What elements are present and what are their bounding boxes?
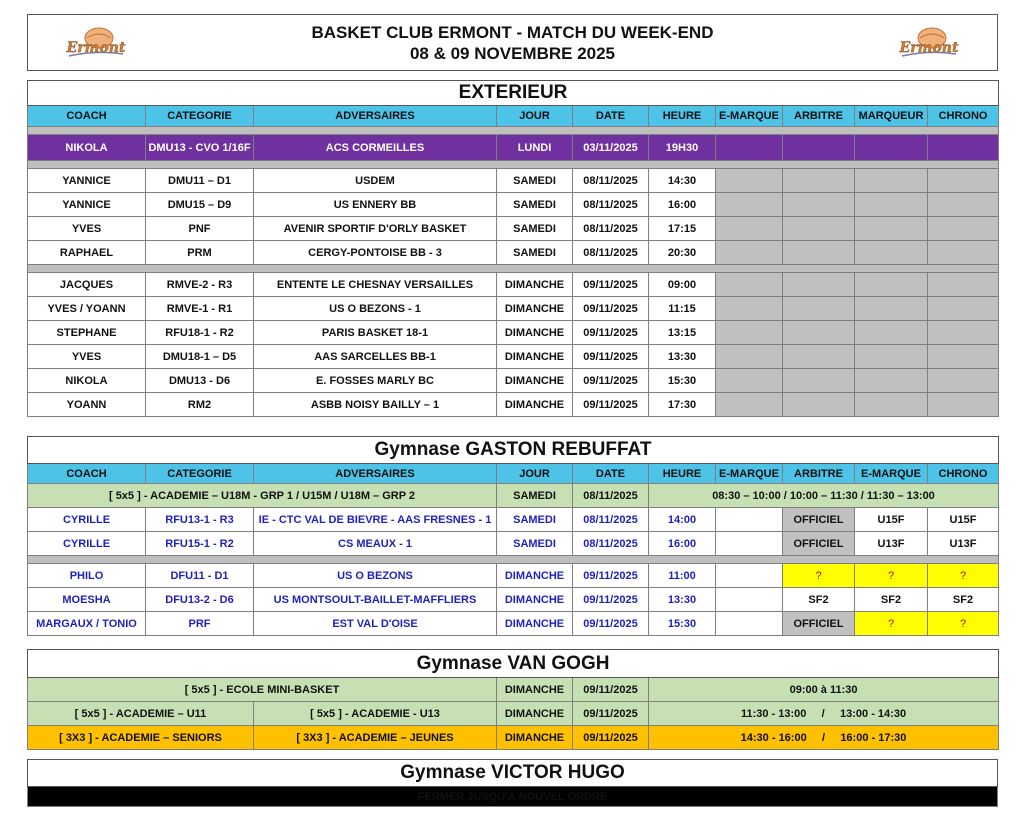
jour-cell: SAMEDI [497, 532, 573, 556]
date-cell: 09/11/2025 [573, 321, 649, 345]
adversaire-cell: US ENNERY BB [254, 193, 497, 217]
table-row [28, 321, 999, 345]
jour-cell: SAMEDI [497, 241, 573, 265]
jour-cell: DIMANCHE [497, 612, 573, 636]
emarque-cell [716, 369, 783, 393]
chrono-cell [928, 273, 999, 297]
adversaire-cell: CERGY-PONTOISE BB - 3 [254, 241, 497, 265]
col-jour: JOUR [497, 464, 573, 484]
table-row [28, 702, 999, 726]
separator-row [28, 161, 999, 169]
table-row [28, 273, 999, 297]
chrono-cell: SF2 [928, 588, 999, 612]
adversaire-cell: ACS CORMEILLES [254, 135, 497, 161]
col-coach: COACH [28, 464, 146, 484]
heure-cell: 14:30 [649, 169, 716, 193]
categorie-cell: DMU13 - CVO 1/16F [146, 135, 254, 161]
chrono-cell: U13F [928, 532, 999, 556]
coach-cell: PHILO [28, 564, 146, 588]
coach-cell: YOANN [28, 393, 146, 417]
heure-cell: 14:00 [649, 508, 716, 532]
activity-label: [ 5x5 ] - ECOLE MINI-BASKET [28, 678, 497, 702]
adversaire-cell: PARIS BASKET 18-1 [254, 321, 497, 345]
adversaire-cell: AVENIR SPORTIF D'ORLY BASKET [254, 217, 497, 241]
table-row [28, 508, 999, 532]
coach-cell: YANNICE [28, 169, 146, 193]
adversaire-cell: CS MEAUX - 1 [254, 532, 497, 556]
emarque-cell [716, 217, 783, 241]
date-cell: 09/11/2025 [573, 369, 649, 393]
arbitre-cell: OFFICIEL [783, 532, 855, 556]
marqueur-cell [855, 193, 928, 217]
marqueur-cell [855, 169, 928, 193]
marqueur-cell [855, 321, 928, 345]
jour-cell: DIMANCHE [497, 297, 573, 321]
col-heure: HEURE [649, 464, 716, 484]
arbitre-cell: OFFICIEL [783, 612, 855, 636]
emarque-cell [716, 532, 783, 556]
table-row [28, 369, 999, 393]
adversaire-cell: IE - CTC VAL DE BIEVRE - AAS FRESNES - 1 [254, 508, 497, 532]
chrono-cell [928, 135, 999, 161]
coach-cell: NIKOLA [28, 135, 146, 161]
coach-cell: CYRILLE [28, 508, 146, 532]
chrono-cell [928, 297, 999, 321]
table-row [28, 564, 999, 588]
heure-cell: 16:00 [649, 532, 716, 556]
col-adversaires: ADVERSAIRES [254, 464, 497, 484]
table-row [28, 726, 999, 750]
section-title-vangogh: Gymnase VAN GOGH [28, 650, 999, 678]
heure-cell: 13:30 [649, 345, 716, 369]
date-cell: 09/11/2025 [573, 297, 649, 321]
emarque-cell [716, 345, 783, 369]
section-title-rebuffat: Gymnase GASTON REBUFFAT [28, 437, 999, 464]
col-arbitre: ARBITRE [783, 464, 855, 484]
adversaire-cell: ASBB NOISY BAILLY – 1 [254, 393, 497, 417]
arbitre-cell [783, 345, 855, 369]
col-coach: COACH [28, 106, 146, 127]
coach-cell: NIKOLA [28, 369, 146, 393]
arbitre-cell [783, 169, 855, 193]
date-cell: 08/11/2025 [573, 217, 649, 241]
arbitre-cell [783, 193, 855, 217]
table-row [28, 193, 999, 217]
col-date: DATE [573, 464, 649, 484]
col-emarque: E-MARQUE [716, 106, 783, 127]
victorhugo-table [27, 759, 998, 807]
date-cell: 09/11/2025 [573, 678, 649, 702]
chrono-cell [928, 345, 999, 369]
chrono-cell [928, 241, 999, 265]
jour-cell: DIMANCHE [497, 273, 573, 297]
jour-cell: DIMANCHE [497, 588, 573, 612]
date-cell: 08/11/2025 [573, 508, 649, 532]
marqueur-cell [855, 135, 928, 161]
horaires-cell: 09:00 à 11:30 [649, 678, 999, 702]
table-row [28, 135, 999, 161]
chrono-cell [928, 193, 999, 217]
categorie-cell: RFU13-1 - R3 [146, 508, 254, 532]
table-row [28, 588, 999, 612]
page-header [27, 14, 998, 71]
categorie-cell: DMU15 – D9 [146, 193, 254, 217]
jour-cell: DIMANCHE [497, 726, 573, 750]
heure-cell: 17:30 [649, 393, 716, 417]
title-line-2: 08 & 09 NOVEMBRE 2025 [409, 44, 616, 63]
marqueur-cell [855, 297, 928, 321]
jour-cell: DIMANCHE [497, 369, 573, 393]
adversaire-cell: ENTENTE LE CHESNAY VERSAILLES [254, 273, 497, 297]
heure-cell: 19H30 [649, 135, 716, 161]
adversaire-cell: US O BEZONS [254, 564, 497, 588]
emarque-cell [716, 273, 783, 297]
chrono-cell: ? [928, 564, 999, 588]
heure-cell: 13:15 [649, 321, 716, 345]
marqueur-cell: U13F [855, 532, 928, 556]
heure-cell: 16:00 [649, 193, 716, 217]
activity-label: [ 3X3 ] - ACADEMIE – SENIORS [28, 726, 254, 750]
chrono-cell: ? [928, 612, 999, 636]
col-categorie: CATEGORIE [146, 106, 254, 127]
col-categorie: CATEGORIE [146, 464, 254, 484]
marqueur-cell [855, 273, 928, 297]
jour-cell: SAMEDI [497, 169, 573, 193]
table-row [28, 532, 999, 556]
marqueur-cell [855, 393, 928, 417]
exterieur-table [27, 80, 999, 417]
col-emarque-2: E-MARQUE [855, 464, 928, 484]
table-row [28, 241, 999, 265]
col-date: DATE [573, 106, 649, 127]
chrono-cell [928, 369, 999, 393]
heure-cell: 17:15 [649, 217, 716, 241]
arbitre-cell: ? [783, 564, 855, 588]
jour-cell: LUNDI [497, 135, 573, 161]
jour-cell: SAMEDI [497, 217, 573, 241]
jour-cell: DIMANCHE [497, 393, 573, 417]
separator-row [28, 556, 999, 564]
emarque-cell [716, 393, 783, 417]
marqueur-cell [855, 241, 928, 265]
categorie-cell: RM2 [146, 393, 254, 417]
date-cell: 09/11/2025 [573, 726, 649, 750]
chrono-cell [928, 393, 999, 417]
jour-cell: SAMEDI [497, 508, 573, 532]
categorie-cell: DMU13 - D6 [146, 369, 254, 393]
chrono-cell [928, 321, 999, 345]
date-cell: 09/11/2025 [573, 393, 649, 417]
col-jour: JOUR [497, 106, 573, 127]
emarque-cell [716, 169, 783, 193]
date-cell: 08/11/2025 [573, 169, 649, 193]
coach-cell: YVES / YOANN [28, 297, 146, 321]
coach-cell: MARGAUX / TONIO [28, 612, 146, 636]
col-marqueur: MARQUEUR [855, 106, 928, 127]
jour-cell: DIMANCHE [497, 564, 573, 588]
jour-cell: DIMANCHE [497, 345, 573, 369]
table-row [28, 169, 999, 193]
emarque-cell [716, 588, 783, 612]
marqueur-cell [855, 217, 928, 241]
categorie-cell: RMVE-2 - R3 [146, 273, 254, 297]
table-row [28, 678, 999, 702]
arbitre-cell: OFFICIEL [783, 508, 855, 532]
marqueur-cell: SF2 [855, 588, 928, 612]
date-cell: 08/11/2025 [573, 532, 649, 556]
adversaire-cell: E. FOSSES MARLY BC [254, 369, 497, 393]
horaires-cell: 14:30 - 16:00 / 16:00 - 17:30 [649, 726, 999, 750]
adversaire-cell: AAS SARCELLES BB-1 [254, 345, 497, 369]
vangogh-table [27, 649, 999, 750]
activity-label: [ 3X3 ] - ACADEMIE – JEUNES [254, 726, 497, 750]
page-title [28, 22, 997, 64]
heure-cell: 09:00 [649, 273, 716, 297]
jour-cell: DIMANCHE [497, 321, 573, 345]
club-logo-right [896, 26, 962, 60]
closure-notice: FERMER JUSQU'À NOUVEL ORDRE [28, 787, 998, 807]
coach-cell: YANNICE [28, 193, 146, 217]
marqueur-cell: ? [855, 612, 928, 636]
activity-label: [ 5x5 ] - ACADEMIE - U13 [254, 702, 497, 726]
jour-cell: DIMANCHE [497, 702, 573, 726]
date-cell: 03/11/2025 [573, 135, 649, 161]
categorie-cell: DMU11 – D1 [146, 169, 254, 193]
arbitre-cell [783, 369, 855, 393]
title-line-1: BASKET CLUB ERMONT - MATCH DU WEEK-END [311, 23, 714, 42]
coach-cell: STEPHANE [28, 321, 146, 345]
col-emarque: E-MARQUE [716, 464, 783, 484]
emarque-cell [716, 612, 783, 636]
rebuffat-table [27, 436, 999, 636]
arbitre-cell [783, 241, 855, 265]
coach-cell: CYRILLE [28, 532, 146, 556]
categorie-cell: PRF [146, 612, 254, 636]
horaires-cell: 08:30 – 10:00 / 10:00 – 11:30 / 11:30 – 13:00 [649, 484, 999, 508]
date-cell: 09/11/2025 [573, 612, 649, 636]
heure-cell: 15:30 [649, 612, 716, 636]
adversaire-cell: USDEM [254, 169, 497, 193]
date-cell: 09/11/2025 [573, 702, 649, 726]
marqueur-cell [855, 345, 928, 369]
emarque-cell [716, 564, 783, 588]
date-cell: 09/11/2025 [573, 345, 649, 369]
date-cell: 08/11/2025 [573, 484, 649, 508]
adversaire-cell: US MONTSOULT-BAILLET-MAFFLIERS [254, 588, 497, 612]
adversaire-cell: EST VAL D'OISE [254, 612, 497, 636]
arbitre-cell [783, 321, 855, 345]
chrono-cell [928, 169, 999, 193]
col-adversaires: ADVERSAIRES [254, 106, 497, 127]
table-row [28, 393, 999, 417]
date-cell: 08/11/2025 [573, 241, 649, 265]
jour-cell: SAMEDI [497, 193, 573, 217]
coach-cell: MOESHA [28, 588, 146, 612]
emarque-cell [716, 193, 783, 217]
col-chrono: CHRONO [928, 464, 999, 484]
section-title-victorhugo: Gymnase VICTOR HUGO [28, 760, 998, 787]
emarque-cell [716, 241, 783, 265]
table-row [28, 612, 999, 636]
heure-cell: 15:30 [649, 369, 716, 393]
table-row [28, 345, 999, 369]
date-cell: 09/11/2025 [573, 588, 649, 612]
marqueur-cell [855, 369, 928, 393]
table-row [28, 217, 999, 241]
categorie-cell: RFU18-1 - R2 [146, 321, 254, 345]
categorie-cell: DMU18-1 – D5 [146, 345, 254, 369]
adversaire-cell: US O BEZONS - 1 [254, 297, 497, 321]
arbitre-cell: SF2 [783, 588, 855, 612]
jour-cell: SAMEDI [497, 484, 573, 508]
academie-row [28, 484, 999, 508]
col-arbitre: ARBITRE [783, 106, 855, 127]
activity-label: [ 5x5 ] - ACADEMIE – U11 [28, 702, 254, 726]
heure-cell: 11:00 [649, 564, 716, 588]
col-chrono: CHRONO [928, 106, 999, 127]
heure-cell: 13:30 [649, 588, 716, 612]
chrono-cell: U15F [928, 508, 999, 532]
emarque-cell [716, 508, 783, 532]
arbitre-cell [783, 273, 855, 297]
emarque-cell [716, 321, 783, 345]
coach-cell: YVES [28, 345, 146, 369]
jour-cell: DIMANCHE [497, 678, 573, 702]
arbitre-cell [783, 217, 855, 241]
arbitre-cell [783, 297, 855, 321]
coach-cell: JACQUES [28, 273, 146, 297]
emarque-cell [716, 135, 783, 161]
heure-cell: 20:30 [649, 241, 716, 265]
categorie-cell: PNF [146, 217, 254, 241]
categorie-cell: RFU15-1 - R2 [146, 532, 254, 556]
arbitre-cell [783, 393, 855, 417]
date-cell: 09/11/2025 [573, 273, 649, 297]
coach-cell: RAPHAEL [28, 241, 146, 265]
separator-row [28, 265, 999, 273]
svg-text:Ermont: Ermont [899, 40, 959, 56]
horaires-cell: 11:30 - 13:00 / 13:00 - 14:30 [649, 702, 999, 726]
categorie-cell: DFU11 - D1 [146, 564, 254, 588]
table-row [28, 297, 999, 321]
heure-cell: 11:15 [649, 297, 716, 321]
academie-label: [ 5x5 ] - ACADEMIE – U18M - GRP 1 / U15M / U18M – GRP 2 [28, 484, 497, 508]
categorie-cell: DFU13-2 - D6 [146, 588, 254, 612]
svg-text:Ermont: Ermont [66, 40, 126, 56]
marqueur-cell: U15F [855, 508, 928, 532]
date-cell: 08/11/2025 [573, 193, 649, 217]
date-cell: 09/11/2025 [573, 564, 649, 588]
emarque-cell [716, 297, 783, 321]
categorie-cell: PRM [146, 241, 254, 265]
categorie-cell: RMVE-1 - R1 [146, 297, 254, 321]
marqueur-cell: ? [855, 564, 928, 588]
chrono-cell [928, 217, 999, 241]
separator-row [28, 127, 999, 135]
col-heure: HEURE [649, 106, 716, 127]
section-title-exterieur: EXTERIEUR [28, 81, 999, 106]
coach-cell: YVES [28, 217, 146, 241]
arbitre-cell [783, 135, 855, 161]
